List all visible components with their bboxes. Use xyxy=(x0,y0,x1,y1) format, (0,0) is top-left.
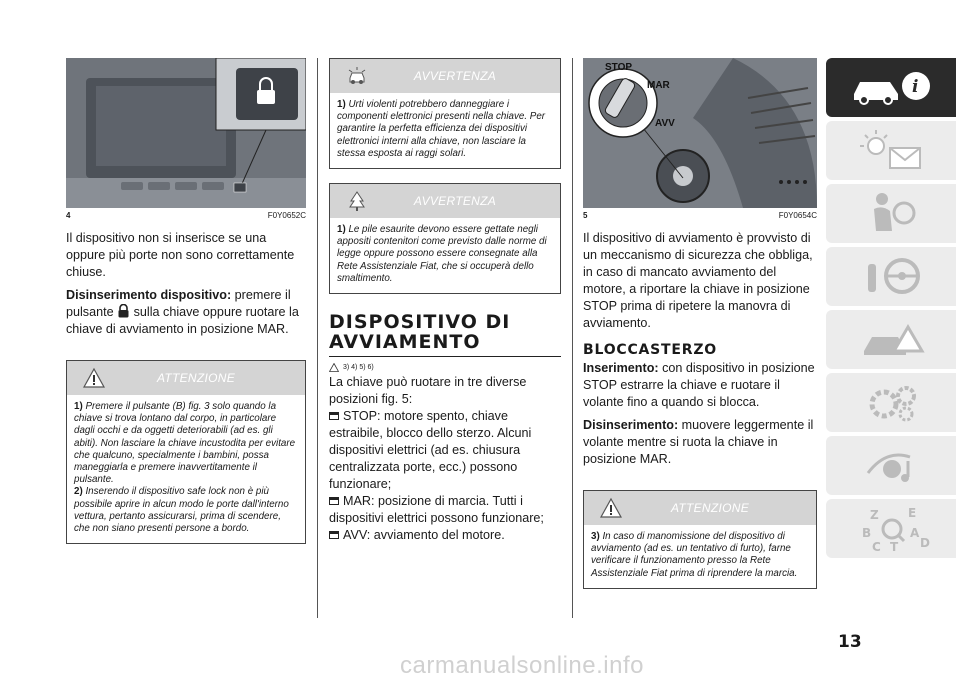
figure-code: F0Y0654C xyxy=(778,211,817,220)
figure-number: 4 xyxy=(66,211,71,220)
warning-triangle-icon xyxy=(600,497,622,519)
bullet-text: AVV: avviamento del motore. xyxy=(343,528,505,543)
column-1 xyxy=(66,58,306,544)
label-avv: AVV xyxy=(655,118,675,129)
paragraph-disinserimento xyxy=(583,417,817,468)
paragraph: Il dispositivo non si inserisce se una oppure più porte non sono correttamente chiuse. xyxy=(66,231,295,279)
steering-wheel-icon xyxy=(846,254,936,299)
column-2 xyxy=(329,58,561,544)
warning-header xyxy=(584,491,816,525)
references xyxy=(329,363,561,372)
note-number: 2) xyxy=(74,486,83,498)
paragraph: Il dispositivo di avviamento è provvisto di un meccanismo di sicurezza che obbliga, in caso di mancato avviamento del motore, a riportare la chiave in posizione STOP prima di ripetere la manovra di avviamento. xyxy=(583,231,813,330)
index-letter: B xyxy=(862,525,872,540)
multimedia-icon xyxy=(846,443,936,488)
figure-5-ignition-switch xyxy=(583,58,817,208)
warning-title: AVVERTENZA xyxy=(413,194,497,209)
warning-box-avvertenza-2 xyxy=(329,183,561,294)
tab-steering[interactable] xyxy=(826,247,956,306)
tab-warning-lights[interactable] xyxy=(826,121,956,180)
warning-title: ATTENZIONE xyxy=(670,501,750,515)
figure-code: F0Y0652C xyxy=(267,211,306,220)
label-mar: MAR xyxy=(647,80,670,91)
warning-box-attenzione xyxy=(66,360,306,544)
page-number: 13 xyxy=(838,632,862,652)
bullet-icon xyxy=(329,531,339,539)
tab-multimedia[interactable] xyxy=(826,436,956,495)
warning-body xyxy=(330,218,560,293)
tab-index[interactable] xyxy=(826,499,956,558)
text-part: muovere leggermente il volante mentre si ruota la chiave in posizione MAR. xyxy=(583,418,814,466)
reference-list: 3) 4) 5) 6) xyxy=(343,364,374,372)
index-letter: C xyxy=(872,539,881,553)
section-heading: DISPOSITIVO DI AVVIAMENTO xyxy=(329,312,561,357)
paragraph-disinserimento xyxy=(66,287,306,338)
index-letters-icon xyxy=(846,505,936,553)
label-inserimento: Inserimento: xyxy=(583,361,659,375)
bullet-icon xyxy=(329,497,339,505)
car-info-icon xyxy=(846,68,936,108)
bullet-avv xyxy=(329,527,561,544)
warning-triangle-small-icon xyxy=(329,363,339,372)
bullet-stop xyxy=(329,408,561,493)
figure-5-caption xyxy=(583,211,817,220)
bullet-mar xyxy=(329,493,561,527)
bullet-text: MAR: posizione di marcia. Tutti i dispositivi elettrici possono funzionare; xyxy=(329,494,544,526)
index-letter: A xyxy=(910,525,920,540)
warning-body xyxy=(330,93,560,168)
safety-airbag-icon xyxy=(846,191,936,236)
bullet-text: STOP: motore spento, chiave estraibile, blocco dello sterzo. Alcuni dispositivi elettrici (ad es. chiusura centralizzata porte, ecc.) possono funzionare; xyxy=(329,409,532,492)
warning-body xyxy=(67,395,305,543)
note-text: Inserendo il dispositivo safe lock non è più possibile aprire in alcun modo le porte dall'interno vettura, pertanto assicurarsi, prima di scendere, che non siano presenti persone a bordo. xyxy=(74,486,289,535)
index-letter: E xyxy=(908,505,917,520)
index-letter: T xyxy=(890,539,899,553)
warning-body xyxy=(584,525,816,588)
column-divider xyxy=(317,58,318,618)
text-part: premere il pulsante xyxy=(66,288,291,319)
paragraph-inserimento xyxy=(583,360,817,411)
environment-tree-icon xyxy=(346,190,368,212)
subsection-heading: BLOCCASTERZO xyxy=(583,342,718,358)
watermark: carmanualsonline.info xyxy=(400,652,644,679)
svg-text:i: i xyxy=(912,76,919,97)
warning-title: AVVERTENZA xyxy=(413,69,497,83)
column-divider xyxy=(572,58,573,618)
note-text: Urti violenti potrebbero danneggiare i componenti elettronici presenti nella chiave. Per garantire la perfetta efficienza dei dispositivi elettronici interni alla chiave, non lasciare la stessa esposta ai raggi solari. xyxy=(337,99,546,159)
car-damage-icon xyxy=(346,65,368,87)
label-stop: STOP xyxy=(605,62,633,73)
warning-box-avvertenza-1 xyxy=(329,58,561,169)
warning-lights-icon xyxy=(846,128,936,173)
label-disinserimento: Disinserimento: xyxy=(583,418,679,432)
figure-number: 5 xyxy=(583,211,588,220)
ignition-illustration xyxy=(583,58,817,208)
paragraph: La chiave può ruotare in tre diverse posizioni fig. 5: xyxy=(329,375,527,407)
note-number: 1) xyxy=(337,99,346,110)
warning-triangle-icon xyxy=(83,367,105,389)
note-number: 3) xyxy=(591,531,600,542)
warning-header xyxy=(330,184,560,218)
note-text: In caso di manomissione del dispositivo di avviamento (ad es. un tentativo di furto), farne verificare il funzionamento presso la Rete Assistenziale Fiat prima di riprendere la marcia. xyxy=(591,531,798,579)
note-number: 1) xyxy=(337,224,346,236)
dashboard-illustration xyxy=(66,58,306,208)
label-disinserimento: Disinserimento dispositivo: xyxy=(66,288,232,302)
note-text: Premere il pulsante (B) fig. 3 solo quando la chiave si trova lontano dal corpo, in particolare dagli occhi e da oggetti deteriorabili (ad es. gli abiti). Non lasciare la chiave incustodita per evitare che qualcuno, specialmente i bambini, possa maneggiarla e premere inavvertitamente il pulsante. xyxy=(74,401,296,486)
tab-emergency[interactable] xyxy=(826,310,956,369)
warning-title: ATTENZIONE xyxy=(156,371,236,385)
column-3 xyxy=(583,58,817,589)
tab-maintenance[interactable] xyxy=(826,373,956,432)
road-emergency-icon xyxy=(846,317,936,362)
warning-header xyxy=(330,59,560,93)
note-text: Le pile esaurite devono essere gettate negli appositi contenitori come previsto dalle norme di legge oppure possono essere consegnate alla Rete Assistenziale Fiat, che si occuperà dello smaltimento. xyxy=(337,224,547,284)
text-part: con dispositivo in posizione STOP estrarre la chiave e ruotare il volante fino a quando si blocca. xyxy=(583,361,815,409)
bullet-icon xyxy=(329,412,339,420)
note-number: 1) xyxy=(74,401,83,412)
index-letter: D xyxy=(920,535,930,550)
padlock-icon xyxy=(117,304,130,318)
warning-header xyxy=(67,361,305,395)
maintenance-gears-icon xyxy=(846,380,936,425)
warning-box-attenzione xyxy=(583,490,817,589)
figure-4-dashboard-lock-button xyxy=(66,58,306,208)
tab-car-info[interactable] xyxy=(826,58,956,117)
index-letter: Z xyxy=(870,507,879,522)
chapter-index-sidebar xyxy=(826,58,956,562)
tab-safety[interactable] xyxy=(826,184,956,243)
figure-4-caption xyxy=(66,211,306,220)
text-part: sulla chiave oppure ruotare la chiave di avviamento in posizione MAR. xyxy=(66,305,299,336)
